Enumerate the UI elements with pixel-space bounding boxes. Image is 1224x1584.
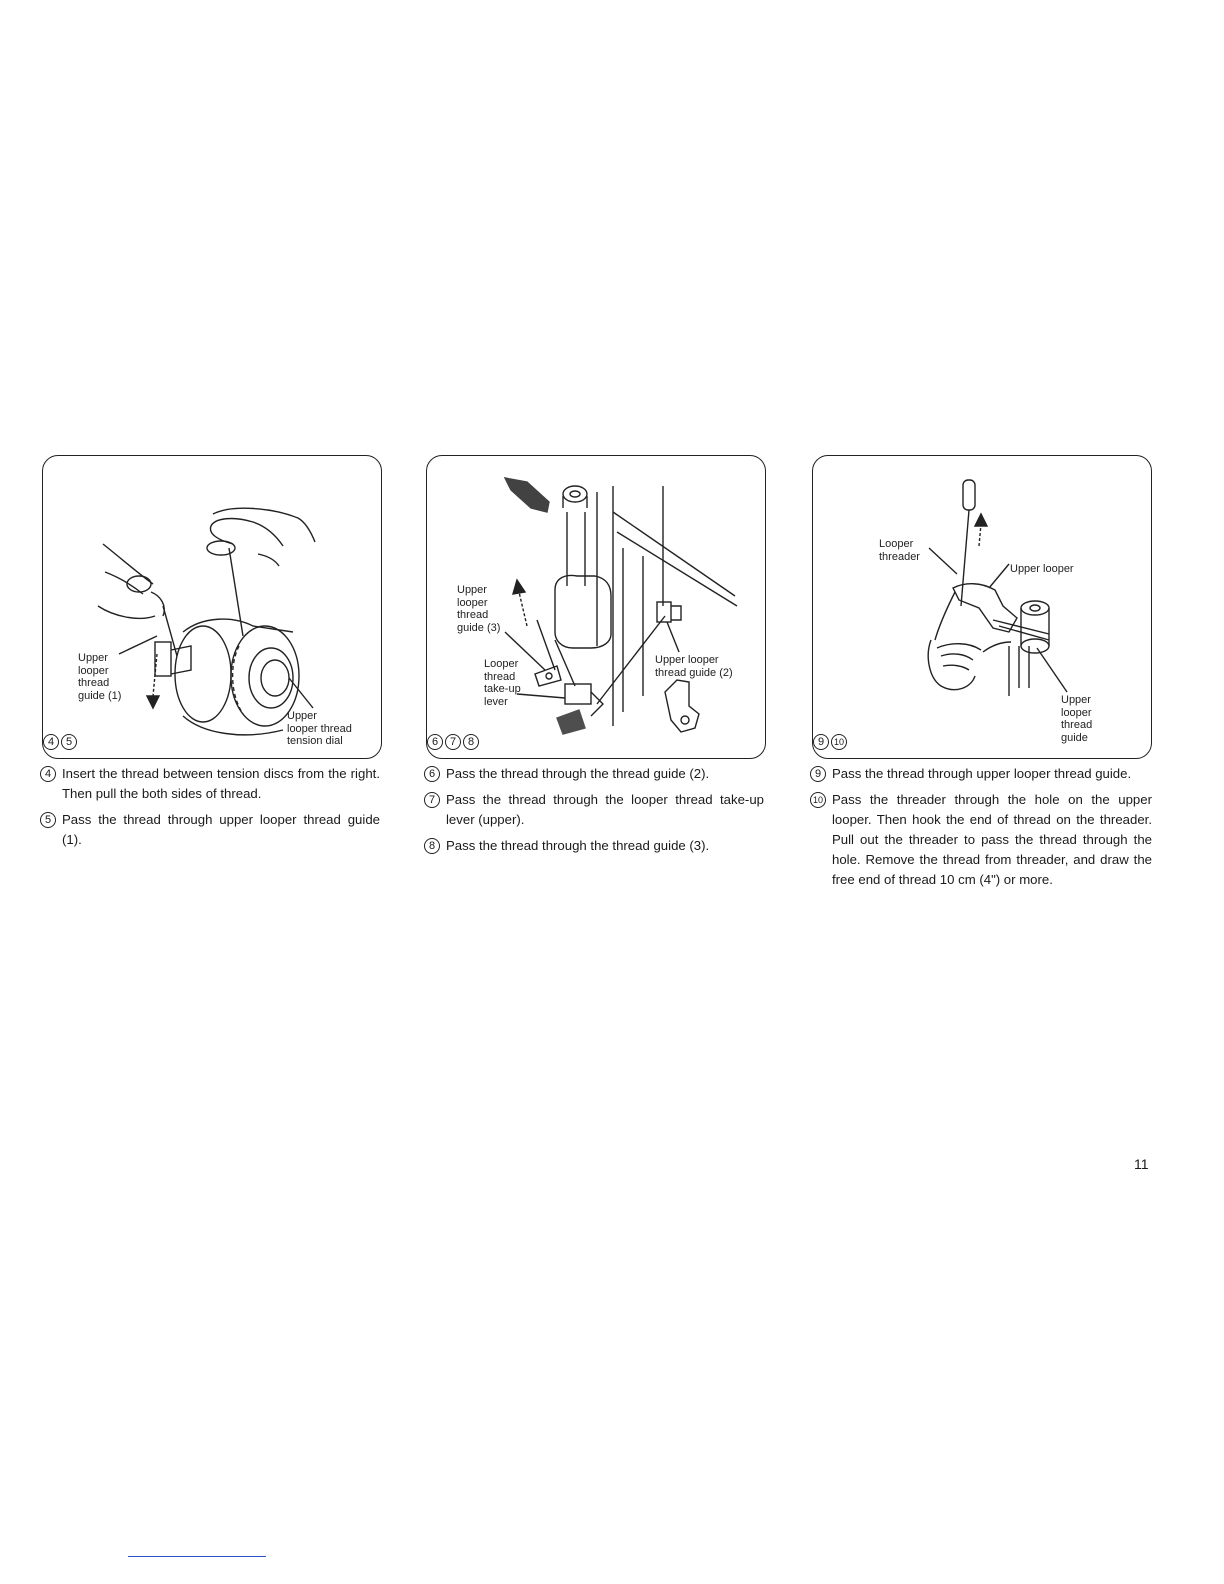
figure-numbers [427,734,479,750]
step-number: 6 [424,766,440,782]
looper-threader-illustration [813,456,1151,758]
label-upper-looper-thread-tension-dial: Upper looper thread tension dial [287,710,352,747]
figure-number: 4 [43,734,59,750]
figure-number: 6 [427,734,443,750]
footer-rule [128,1556,266,1557]
label-upper-looper-thread-guide-2: Upper looper thread guide (2) [655,654,733,679]
steps-column-1 [40,764,380,856]
figure-numbers [813,734,847,750]
step-item [40,764,380,804]
step-item [810,764,1152,784]
figure-number: 9 [813,734,829,750]
label-looper-threader: Looper threader [879,538,920,563]
step-text: Pass the thread through upper looper thread guide (1). [62,812,380,847]
step-text: Pass the thread through the looper thread take-up lever (upper). [446,792,764,827]
step-text: Pass the threader through the hole on the upper looper. Then hook the end of thread on the threader. Pull out the threader to pass the thread through the hole. Remove the thread from threader, and draw the free end of thread 10 cm (4") or more. [832,792,1152,887]
step-number: 4 [40,766,56,782]
step-text: Pass the thread through the thread guide (3). [446,838,710,853]
step-number: 8 [424,838,440,854]
label-upper-looper-thread-guide-1: Upper looper thread guide (1) [78,652,122,702]
figure-number: 5 [61,734,77,750]
figure-panel-looper-threader [812,455,1152,759]
step-item [424,790,764,830]
steps-column-2 [424,764,764,862]
steps-column-3 [810,764,1152,896]
step-number: 10 [810,792,826,808]
step-text: Pass the thread through upper looper thread guide. [832,766,1132,781]
step-text: Pass the thread through the thread guide (2). [446,766,710,781]
step-item [40,810,380,850]
page-number: 11 [1134,1156,1149,1172]
step-number: 7 [424,792,440,808]
label-upper-looper-thread-guide-3: Upper looper thread guide (3) [457,584,501,634]
figure-number: 10 [831,734,847,750]
label-upper-looper-thread-guide: Upper looper thread guide [1061,694,1093,744]
figure-number: 7 [445,734,461,750]
step-item [424,836,764,856]
label-upper-looper: Upper looper [1010,563,1074,575]
figure-panel-take-up-lever [426,455,766,759]
step-number: 9 [810,766,826,782]
step-number: 5 [40,812,56,828]
figure-number: 8 [463,734,479,750]
figure-numbers [43,734,77,750]
figure-panel-tension [42,455,382,759]
step-text: Insert the thread between tension discs from the right. Then pull the both sides of thread. [62,766,380,801]
step-item [424,764,764,784]
step-item [810,790,1152,890]
label-looper-thread-take-up-lever: Looper thread take-up lever [484,658,521,708]
